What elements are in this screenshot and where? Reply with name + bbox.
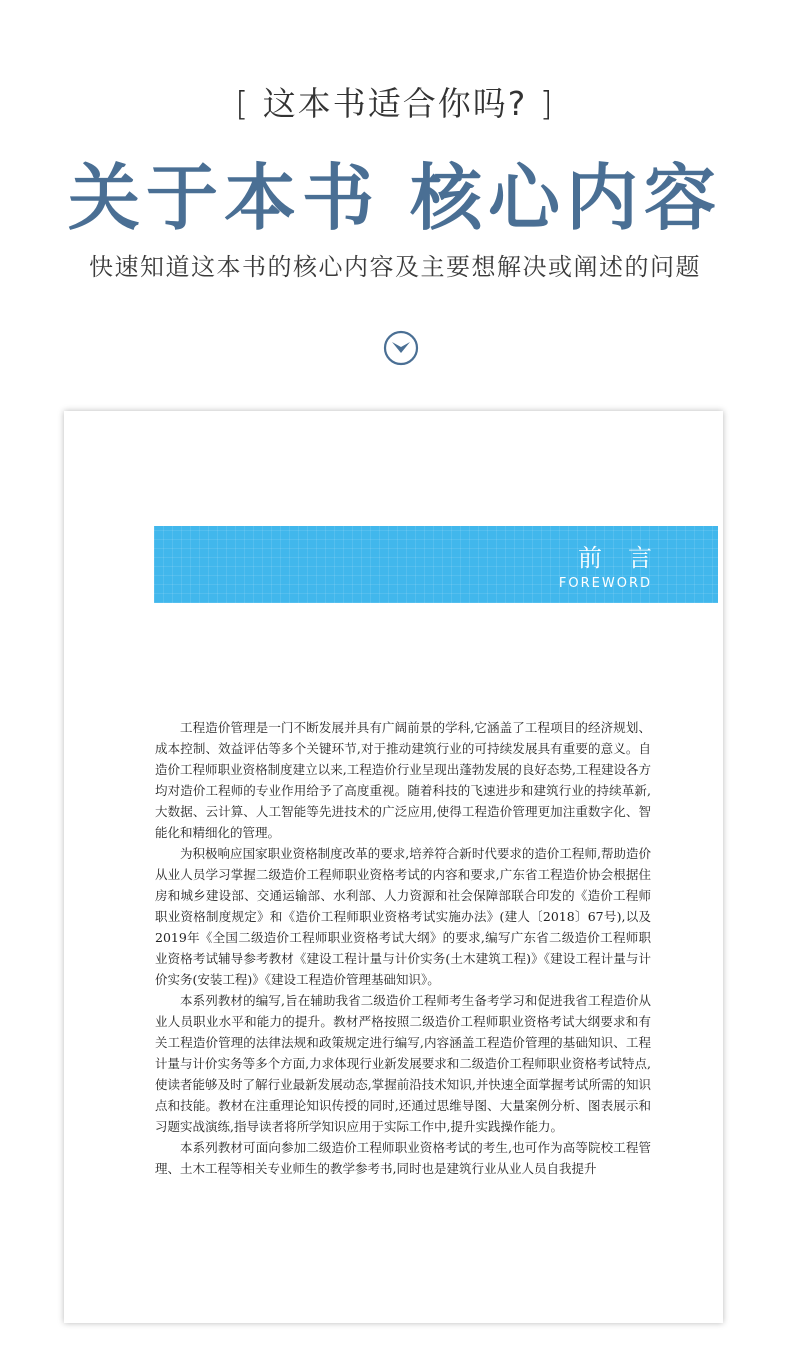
foreword-paragraph: 为积极响应国家职业资格制度改革的要求,培养符合新时代要求的造价工程师,帮助造价从业人员学习掌握二级造价工程师职业资格考试的内容和要求,广东省工程造价协会根据住房和城乡建设部、交通运输部、水利部、人力资源和社会保障部联合印发的《造价工程师职业资格制度规定》和《造价工程师职业资格考试实施办法》(建人〔2018〕67号),以及2019年《全国二级造价工程师职业资格考试大纲》的要求,编写广东省二级造价工程师职业资格考试辅导参考教材《建设工程计量与计价实务(土木建筑工程)》《建设工程计量与计价实务(安装工程)》《建设工程造价管理基础知识》。 (155, 846, 651, 987)
book-page-preview (64, 411, 723, 1323)
foreword-subtitle: FOREWORD (558, 576, 652, 591)
foreword-title: 前言 (578, 544, 678, 572)
left-bracket: [ (235, 84, 251, 123)
foreword-paragraph: 本系列教材可面向参加二级造价工程师职业资格考试的考生,也可作为高等院校工程管理、土木工程等相关专业师生的教学参考书,同时也是建筑行业从业人员自我提升 (155, 1140, 651, 1176)
foreword-paragraph: 本系列教材的编写,旨在辅助我省二级造价工程师考生备考学习和促进我省工程造价从业人员职业水平和能力的提升。教材严格按照二级造价工程师职业资格考试大纲要求和有关工程造价管理的法律法规和政策规定进行编写,内容涵盖工程造价管理的基础知识、工程计量与计价实务等多个方面,力求体现行业新发展要求和二级造价工程师职业资格考试特点,使读者能够及时了解行业最新发展动态,掌握前沿技术知识,并快速全面掌握考试所需的知识点和技能。教材在注重理论知识传授的同时,还通过思维导图、大量案例分析、图表展示和习题实战演练,指导读者将所学知识应用于实际工作中,提升实践操作能力。 (155, 993, 651, 1134)
question-text: 这本书适合你吗? (262, 84, 528, 123)
intro-question-heading (0, 78, 790, 125)
page-title-part2: 核心内容 (410, 155, 723, 240)
page-title (0, 140, 790, 244)
foreword-paragraph: 工程造价管理是一门不断发展并具有广阔前景的学科,它涵盖了工程项目的经济规划、成本控制、效益评估等多个关键环节,对于推动建筑行业的可持续发展具有重要的意义。自造价工程师职业资格制度建立以来,工程造价行业呈现出蓬勃发展的良好态势,工程建设各方均对造价工程师的专业作用给予了高度重视。随着科技的飞速进步和建筑行业的持续革新,大数据、云计算、人工智能等先进技术的广泛应用,使得工程造价管理更加注重数字化、智能化和精细化的管理。 (155, 720, 651, 840)
foreword-body (155, 717, 651, 1179)
chevron-down-circle-icon (383, 330, 419, 366)
right-bracket: ] (539, 84, 555, 123)
foreword-banner (154, 526, 718, 603)
page-subtitle: 快速知道这本书的核心内容及主要想解决或阐述的问题 (89, 253, 701, 281)
page-title-part1: 关于本书 (67, 155, 380, 240)
